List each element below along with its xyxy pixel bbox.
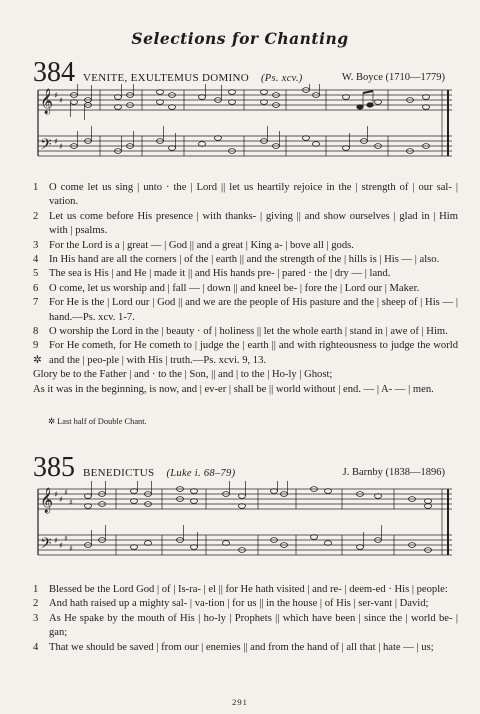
hymn-title bbox=[83, 72, 303, 84]
hymn-number: 384 bbox=[33, 57, 75, 88]
verse-text: For the Lord is a | great — | God || and a great | King a- | bove all | gods. bbox=[49, 239, 354, 251]
svg-text:𝄞: 𝄞 bbox=[40, 89, 54, 114]
svg-text:♯: ♯ bbox=[54, 137, 58, 146]
verse bbox=[33, 612, 458, 641]
verse-number: 7 bbox=[33, 297, 39, 309]
verse-number: 8 bbox=[33, 326, 39, 338]
page-heading: Selections for Chanting bbox=[131, 29, 349, 48]
verse-number: 1 bbox=[33, 584, 39, 595]
hymn-385-verses bbox=[33, 583, 458, 655]
verse-text: Let us come before His presence | with thanks- | giving || and show ourselves | glad in | Him with | psalms. bbox=[49, 210, 458, 237]
hymn-composer: W. Boyce (1710—1779) bbox=[341, 72, 445, 83]
verse-text: O worship the Lord in the | beauty · of | holiness || let the whole earth | stand in | awe of | Him. bbox=[49, 326, 448, 338]
svg-text:♯: ♯ bbox=[64, 488, 68, 497]
hymn-title-text: BENEDICTUS bbox=[83, 467, 155, 479]
verse-text: And hath raised up a mighty sal- | va-tion | for us || in the house | of His | ser-vant | David; bbox=[49, 598, 429, 610]
verse-text: For He cometh, for He cometh to | judge the | earth || and with righteousness to judge the world and the | peo-ple | with His | truth.—Ps. xcvi. 9, 13. bbox=[49, 340, 458, 366]
verse-text: As He spake by the mouth of His | ho-ly | Prophets || which have been | since the | world be- | gan; bbox=[49, 612, 458, 639]
hymn-reference: (Ps. xcv.) bbox=[260, 73, 303, 84]
svg-text:♯: ♯ bbox=[59, 495, 63, 504]
svg-text:𝄞: 𝄞 bbox=[40, 488, 54, 513]
verse bbox=[33, 239, 458, 253]
svg-text:♯: ♯ bbox=[59, 96, 63, 105]
page-number: 291 bbox=[232, 697, 248, 707]
verse-text: Blessed be the Lord God | of | Is-ra- | el || for He hath visited | and re- | deem-ed · His | people: bbox=[49, 584, 448, 595]
verse bbox=[33, 267, 458, 281]
svg-text:♯: ♯ bbox=[64, 534, 68, 543]
verse-number: 2 bbox=[33, 598, 39, 610]
verse bbox=[33, 253, 458, 267]
verse bbox=[33, 583, 458, 597]
hymn-title-text: VENITE, EXULTEMUS DOMINO bbox=[83, 72, 249, 84]
svg-text:♯: ♯ bbox=[59, 541, 63, 550]
verse-text: For He is the | Lord our | God || and we are the people of His pasture and the | sheep of | His — | hand.—Ps. xcv. 1-7. bbox=[49, 297, 458, 323]
verse bbox=[33, 325, 458, 339]
svg-text:♯: ♯ bbox=[54, 536, 58, 545]
svg-text:𝄢: 𝄢 bbox=[40, 535, 52, 556]
verse-number: 4 bbox=[33, 641, 39, 653]
verse bbox=[33, 181, 458, 210]
footnote: ✲ Last half of Double Chant. bbox=[48, 417, 147, 426]
verse bbox=[33, 641, 458, 655]
svg-text:♯: ♯ bbox=[59, 142, 63, 151]
svg-text:♯: ♯ bbox=[69, 544, 73, 553]
music-score-385 bbox=[30, 481, 460, 569]
gloria-line: Glory be to the Father | and · to the | Son, || and | to the | Ho-ly | Ghost; bbox=[33, 369, 333, 381]
hymn-number: 385 bbox=[33, 452, 75, 483]
verse-number: 5 bbox=[33, 268, 39, 280]
verse bbox=[33, 597, 458, 611]
svg-text:𝄢: 𝄢 bbox=[40, 136, 52, 157]
svg-text:♯: ♯ bbox=[69, 498, 73, 507]
verse-number: 3 bbox=[33, 612, 39, 624]
hymn-title bbox=[83, 467, 235, 479]
svg-text:♯: ♯ bbox=[54, 490, 58, 499]
hymn-composer: J. Barnby (1838—1896) bbox=[342, 467, 445, 478]
verse-number: 2 bbox=[33, 210, 39, 222]
verse bbox=[33, 339, 458, 368]
verse-text: O come, let us worship and | fall — | down || and kneel be- | fore the | Lord our | Maker. bbox=[49, 282, 420, 294]
svg-text:♯: ♯ bbox=[54, 91, 58, 100]
verse-text: That we should be saved | from our | enemies || and from the hand of | all that | hate — | us; bbox=[49, 641, 434, 653]
verse-number: 9 ✲ bbox=[33, 340, 42, 366]
verse-number: 3 bbox=[33, 239, 39, 251]
music-score-384 bbox=[30, 84, 460, 172]
hymn-reference: (Luke i. 68–79) bbox=[166, 468, 236, 479]
verse-text: In His hand are all the corners | of the | earth || and the strength of the | hills is | His — | also. bbox=[49, 254, 440, 266]
verse-number: 1 bbox=[33, 182, 39, 193]
verse bbox=[33, 282, 458, 296]
verse-number: 4 bbox=[33, 254, 39, 266]
gloria-line: As it was in the beginning, is now, and | ev-er | shall be || world without | end. — | A- — | men. bbox=[33, 383, 434, 395]
verse bbox=[33, 296, 458, 325]
verse-number: 6 bbox=[33, 282, 39, 294]
hymn-384-verses bbox=[33, 181, 458, 397]
verse bbox=[33, 210, 458, 239]
verse-text: The sea is His | and He | made it || and His hands pre- | pared · the | dry — | land. bbox=[49, 268, 391, 280]
verse-text: O come let us sing | unto · the | Lord || let us heartily rejoice in the | strength of | our sal- | vation. bbox=[49, 182, 458, 208]
